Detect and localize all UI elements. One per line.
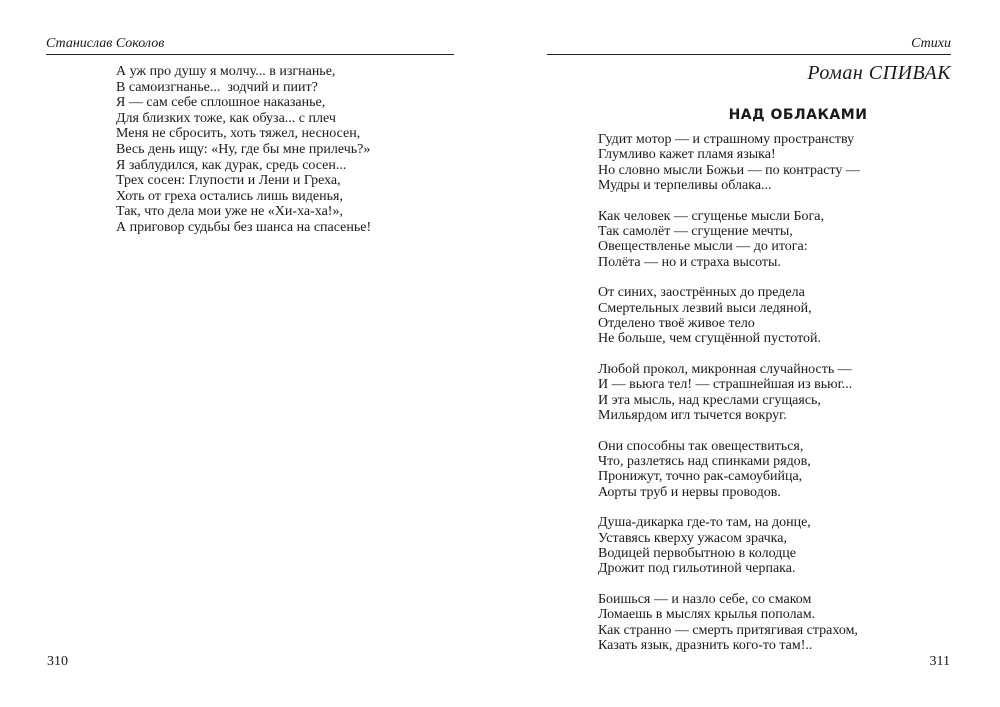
verse-line: Боишься — и назло себе, со смаком <box>598 591 812 607</box>
verse-line: Овеществленье мысли — до итога: <box>598 239 808 255</box>
verse-continuation <box>116 64 371 236</box>
verse-line: Что, разлетясь над спинками рядов, <box>598 453 811 469</box>
verse-line: Аорты труб и нервы проводов. <box>598 484 781 500</box>
running-head-right: Стихи <box>911 36 951 51</box>
header-rule-right <box>547 54 951 55</box>
verse-line: Мудры и терпеливы облака... <box>598 178 772 194</box>
poem-title: НАД ОБЛАКАМИ <box>728 107 868 123</box>
verse-line: Не больше, чем сгущённой пустотой. <box>598 331 822 347</box>
verse-line: Для близких тоже, как обуза... с плеч <box>116 110 336 126</box>
stanza <box>598 362 860 424</box>
stanza <box>598 592 860 654</box>
poem-body <box>598 132 860 668</box>
verse-line: Водицей первобытною в колодце <box>598 545 796 561</box>
verse-line: Меня не сбросить, хоть тяжел, несносен, <box>116 126 361 142</box>
verse-line: В самоизгнанье... зодчий и пиит? <box>116 79 318 95</box>
verse-line: Трех сосен: Глупости и Лени и Греха, <box>116 173 341 189</box>
header-rule-left <box>46 54 454 55</box>
running-head-left: Станислав Соколов <box>46 36 165 51</box>
verse-line: Душа-дикарка где-то там, на донце, <box>598 515 811 531</box>
verse-line: Но словно мысли Божьи — по контрасту — <box>598 162 860 178</box>
verse-line: Гудит мотор — и страшному пространству <box>598 132 855 147</box>
verse-line: А уж про душу я молчу... в изгнанье, <box>116 64 336 79</box>
verse-line: Отделено твоё живое тело <box>598 316 755 332</box>
verse-line: От синих, заострённых до предела <box>598 285 805 301</box>
verse-line: Любой прокол, микронная случайность — <box>598 361 852 377</box>
verse-line: И — вьюга тел! — страшнейшая из вьюг... <box>598 377 853 393</box>
verse-line: Я заблудился, как дурак, средь сосен... <box>116 157 347 173</box>
stanza <box>598 439 860 501</box>
verse-line: Так, что дела мои уже не «Хи-ха-ха!», <box>116 204 343 220</box>
author-name: Роман СПИВАК <box>807 62 951 84</box>
verse-line: Весь день ищу: «Ну, где бы мне прилечь?» <box>116 141 371 157</box>
right-page <box>500 0 1000 707</box>
verse-line: Как человек — сгущенье мысли Бога, <box>598 208 824 224</box>
verse-line: Хоть от греха остались лишь виденья, <box>116 188 343 204</box>
verse-line: Мильярдом игл тычется вокруг. <box>598 408 787 424</box>
verse-line: Они способны так овеществиться, <box>598 438 804 454</box>
verse-line: Ломаешь в мыслях крылья пополам. <box>598 607 816 623</box>
stanza <box>598 515 860 577</box>
verse-line: Глумливо кажет пламя языка! <box>598 147 776 163</box>
page-number-right: 311 <box>929 654 950 669</box>
verse-line: Уставясь кверху ужасом зрачка, <box>598 530 787 546</box>
verse-line: И эта мысль, над креслами сгущаясь, <box>598 392 821 408</box>
verse-line: Полёта — но и страха высоты. <box>598 254 781 270</box>
verse-line: Так самолёт — сгущение мечты, <box>598 224 793 240</box>
verse-line: Как странно — смерть притягивая страхом, <box>598 622 858 638</box>
page-number-left: 310 <box>47 654 68 669</box>
verse-line: Я — сам себе сплошное наказанье, <box>116 95 326 111</box>
verse-line: Казать язык, дразнить кого-то там!.. <box>598 637 813 653</box>
stanza <box>598 209 860 271</box>
verse-line: Дрожит под гильотиной черпака. <box>598 561 796 577</box>
stanza <box>598 132 860 194</box>
verse-line: Смертельных лезвий выси ледяной, <box>598 300 812 316</box>
stanza <box>598 285 860 347</box>
verse-line: А приговор судьбы без шанса на спасенье! <box>116 219 372 235</box>
verse-line: Пронижут, точно рак-самоубийца, <box>598 469 803 485</box>
